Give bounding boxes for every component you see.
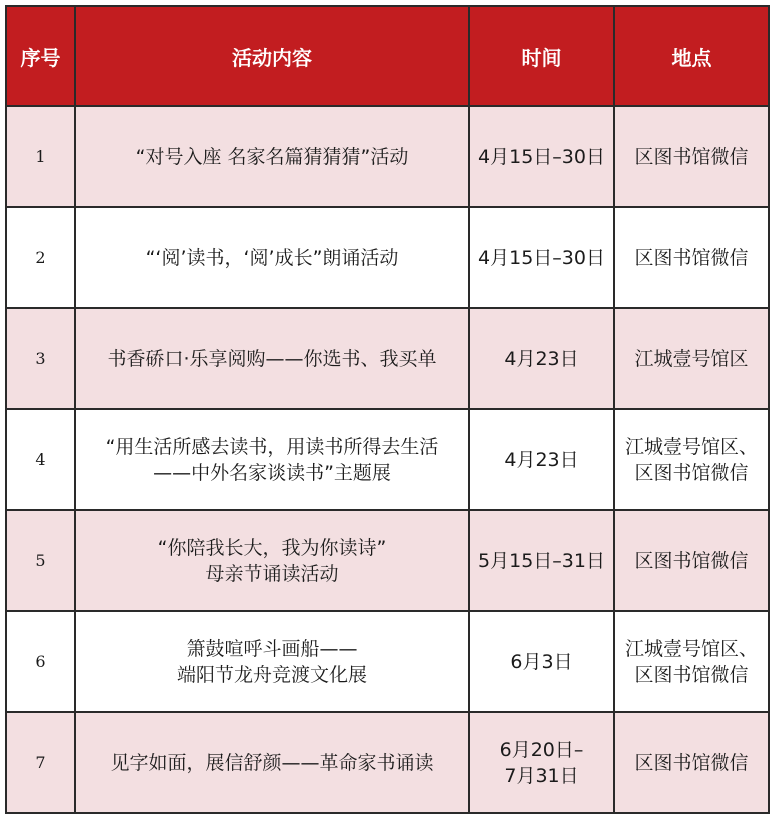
activity-cell	[75, 510, 469, 611]
time-cell	[469, 611, 614, 712]
header-row	[6, 6, 769, 106]
table-row	[6, 106, 769, 207]
header-number: 序号	[6, 6, 75, 106]
location-cell	[614, 510, 769, 611]
location-text-line-1: 江城壹号馆区、	[624, 637, 758, 660]
header-activity: 活动内容	[75, 6, 469, 106]
activity-schedule-table	[5, 5, 770, 814]
time-text: 6月3日	[510, 650, 573, 673]
header-time: 时间	[469, 6, 614, 106]
time-text-line-1: 6月20日–	[499, 738, 584, 761]
table-row	[6, 308, 769, 409]
activity-text-line-1: “你陪我长大，我为你读诗”	[157, 536, 387, 559]
activity-text-line-2: 端阳节龙舟竞渡文化展	[176, 663, 367, 686]
time-text-line-2: 7月31日	[504, 764, 579, 787]
activity-cell	[75, 611, 469, 712]
location-text: 区图书馆微信	[634, 246, 749, 269]
time-text: 4月15日–30日	[478, 145, 605, 168]
location-text: 区图书馆微信	[634, 145, 749, 168]
activity-text-line-1: 箫鼓喧呼斗画船——	[186, 637, 358, 660]
time-text: 4月23日	[504, 448, 579, 471]
location-cell	[614, 308, 769, 409]
activity-cell	[75, 308, 469, 409]
table-header	[6, 6, 769, 106]
activity-text: 见字如面，展信舒颜——革命家书诵读	[110, 751, 434, 774]
location-text: 江城壹号馆区	[634, 347, 749, 370]
header-location: 地点	[614, 6, 769, 106]
row-number: 3	[6, 308, 75, 409]
row-number: 5	[6, 510, 75, 611]
row-number: 2	[6, 207, 75, 308]
location-text-line-2: 区图书馆微信	[634, 461, 749, 484]
location-text-line-1: 江城壹号馆区、	[624, 435, 758, 458]
table-row	[6, 611, 769, 712]
activity-text: 书香硚口·乐享阅购——你选书、我买单	[107, 347, 437, 370]
activity-cell	[75, 106, 469, 207]
time-cell	[469, 409, 614, 510]
activity-text-line-2: ——中外名家谈读书”主题展	[153, 461, 391, 484]
location-cell	[614, 409, 769, 510]
activity-text-line-1: “用生活所感去读书，用读书所得去生活	[105, 435, 439, 458]
time-text: 4月15日–30日	[478, 246, 605, 269]
time-cell	[469, 510, 614, 611]
time-text: 4月23日	[504, 347, 579, 370]
location-cell	[614, 712, 769, 813]
row-number: 1	[6, 106, 75, 207]
activity-text: “对号入座 名家名篇猜猜猜”活动	[135, 145, 409, 168]
activity-text-line-2: 母亲节诵读活动	[205, 562, 339, 585]
time-cell	[469, 712, 614, 813]
table-row	[6, 207, 769, 308]
table-row	[6, 409, 769, 510]
table-row	[6, 712, 769, 813]
row-number: 7	[6, 712, 75, 813]
location-cell	[614, 106, 769, 207]
table-row	[6, 510, 769, 611]
table-body	[6, 106, 769, 813]
location-text-line-2: 区图书馆微信	[634, 663, 749, 686]
location-text: 区图书馆微信	[634, 549, 749, 572]
activity-text: “‘阅’读书，‘阅’成长”朗诵活动	[145, 246, 399, 269]
location-text: 区图书馆微信	[634, 751, 749, 774]
row-number: 4	[6, 409, 75, 510]
location-cell	[614, 611, 769, 712]
activity-cell	[75, 712, 469, 813]
time-cell	[469, 308, 614, 409]
row-number: 6	[6, 611, 75, 712]
activity-cell	[75, 409, 469, 510]
time-cell	[469, 106, 614, 207]
time-text: 5月15日–31日	[478, 549, 605, 572]
time-cell	[469, 207, 614, 308]
activity-cell	[75, 207, 469, 308]
location-cell	[614, 207, 769, 308]
